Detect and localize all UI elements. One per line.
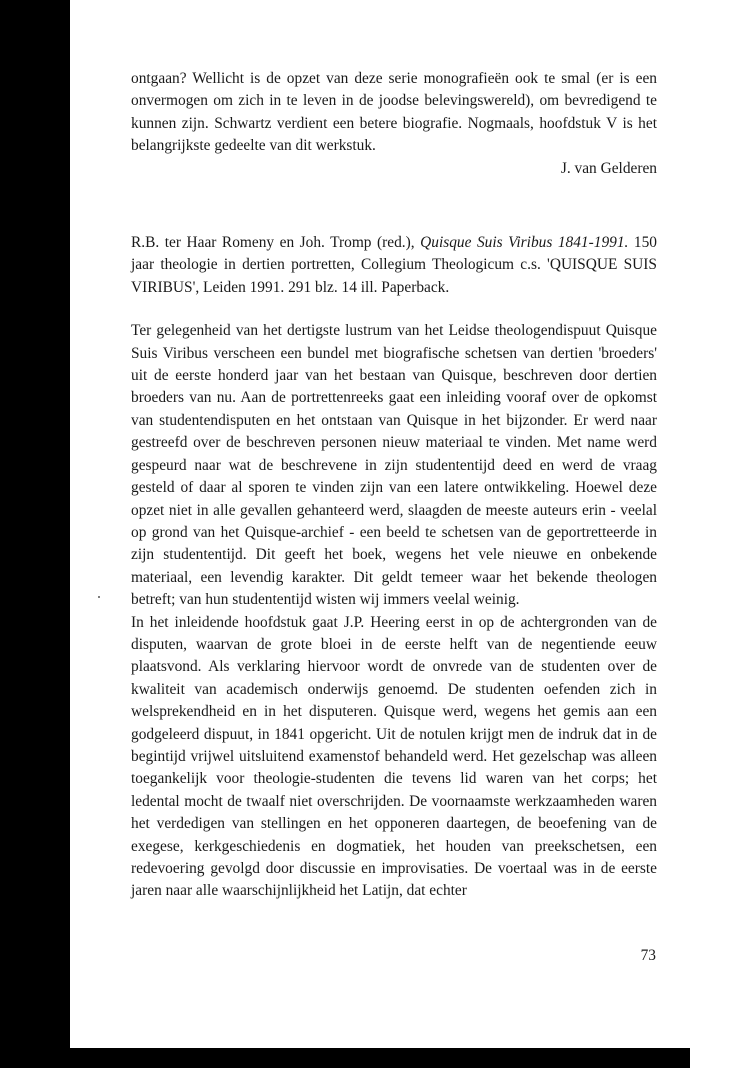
citation-details: 150 jaar theologie in dertien portretten, Collegium Theologicum c.s. 'QUISQUE SUIS VIRIBUS', Leiden 1991. 291 blz. 14 ill. Paperback. xyxy=(131,234,658,296)
previous-review-closing-text: ontgaan? Wellicht is de opzet van deze serie monografieën ook te smal (er is een onvermogen om zich in te leven in de joodse belevingswereld), om bevredigend te kunnen zijn. Schwartz verdient een betere biografie. Nogmaals, hoofdstuk V is het belangrijkste gedeelte van dit werkstuk. xyxy=(131,70,657,155)
citation-title: Quisque Suis Viribus 1841-1991. xyxy=(420,234,629,252)
scan-border-bottom xyxy=(0,1048,690,1068)
citation-authors: R.B. ter Haar Romeny en Joh. Tromp (red.), xyxy=(131,234,421,252)
review-paragraph-1: Ter gelegenheid van het dertigste lustrum van het Leidse theologendispuut Quisque Suis Viribus verscheen een bundel met biografische schetsen van dertien 'broeders' uit de eerste honderd jaar van het bestaan van Quisque, beschreven door dertien broeders van nu. Aan de portrettenreeks gaat een inleiding vooraf over de opkomst van studentendisputen en het ontstaan van Quisque in het bijzonder. Er werd naar gestreefd over de beschreven personen nieuw materiaal te vinden. Met name werd gespeurd naar wat de beschrevene in zijn studententijd deed en werd de vraag gesteld of daar al sporen te vinden zijn van een latere ontwikkeling. Hoewel deze opzet niet in alle gevallen gehanteerd werd, slaagden de meeste auteurs erin - veelal op grond van het Quisque-archief - een beeld te schetsen van de geportretteerde in zijn studententijd. Dit geeft het boek, wegens het vele nieuwe en onbekende materiaal, een levendig karakter. Dit geldt temeer waar het bekende theologen betreft; van hun studententijd wisten wij immers veelal weinig. xyxy=(131,322,657,609)
page-number: 73 xyxy=(640,947,656,964)
review-paragraph-2: In het inleidende hoofdstuk gaat J.P. Heering eerst in op de achtergronden van de disputen, waarvan de grote bloei in de eerste helft van de negentiende eeuw plaatsvond. Als verklaring hiervoor wordt de onvrede van de studenten over de kwaliteit van academisch onderwijs genoemd. De studenten oefenden zich in welsprekendheid en in het disputeren. Quisque werd, wegens het gemis aan een godgeleerd dispuut, in 1841 opgericht. Uit de notulen krijgt men de indruk dat in de begintijd vrijwel uitsluitend examenstof behandeld werd. Het gezelschap was alleen toegankelijk voor theologie-studenten die tevens lid waren van het corps; het ledental mocht de twaalf niet overschrijden. De voornaamste werkzaamheden waren het verdedigen van stellingen en het opponeren daartegen, de beoefening van de exegese, kerkgeschiedenis en dogmatiek, het houden van preekschetsen, een redevoering gevolgd door discussie en improvisaties. De voertaal was in de eerste jaren naar alle waarschijnlijkheid het Latijn, dat echter xyxy=(131,613,657,900)
reviewer-signature: J. van Gelderen xyxy=(560,159,657,177)
scan-speck xyxy=(98,596,100,598)
review-citation xyxy=(131,232,657,299)
scan-border-left xyxy=(0,0,70,1068)
page-body xyxy=(131,68,657,903)
review-body xyxy=(131,320,657,903)
